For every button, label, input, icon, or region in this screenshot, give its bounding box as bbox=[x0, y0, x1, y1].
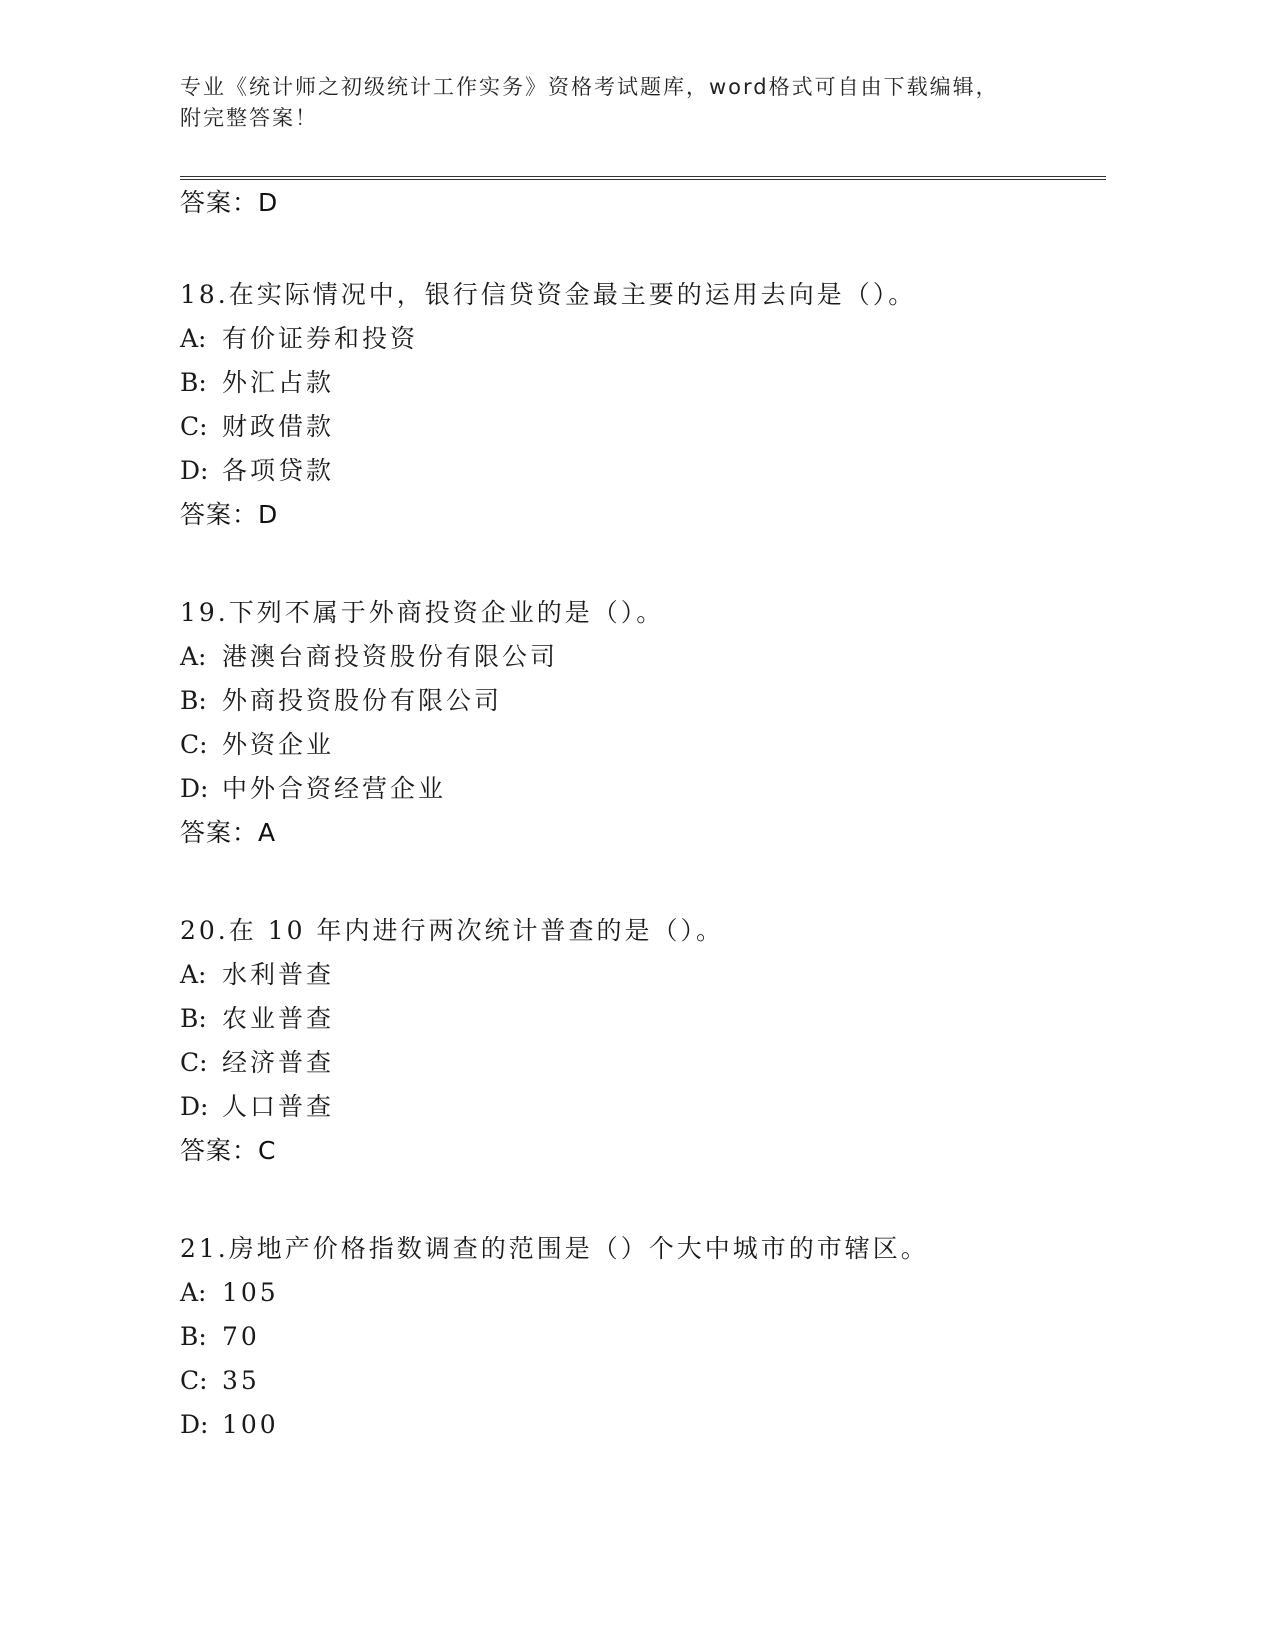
option-text: 有价证券和投资 bbox=[222, 324, 419, 353]
question-21 bbox=[180, 1227, 1106, 1447]
option-letter: D: bbox=[180, 1410, 209, 1439]
option-text: 35 bbox=[222, 1366, 260, 1395]
option-d bbox=[180, 767, 1106, 811]
answer-line: 答案：C bbox=[180, 1136, 277, 1165]
header-line-2: 附完整答案！ bbox=[180, 106, 318, 130]
question-20 bbox=[180, 909, 1106, 1173]
option-letter: A: bbox=[180, 960, 207, 989]
option-text: 经济普查 bbox=[222, 1048, 335, 1077]
option-d bbox=[180, 1403, 1106, 1447]
option-d bbox=[180, 1085, 1106, 1129]
question-stem: 21.房地产价格指数调查的范围是（）个大中城市的市辖区。 bbox=[180, 1234, 929, 1263]
option-a bbox=[180, 1271, 1106, 1315]
question-stem: 18.在实际情况中，银行信贷资金最主要的运用去向是（）。 bbox=[180, 280, 917, 309]
option-text: 水利普查 bbox=[222, 960, 335, 989]
option-letter: B: bbox=[180, 686, 207, 715]
option-text: 港澳台商投资股份有限公司 bbox=[222, 642, 559, 671]
option-c bbox=[180, 1041, 1106, 1085]
option-letter: D: bbox=[180, 1092, 209, 1121]
question-stem: 19.下列不属于外商投资企业的是（）。 bbox=[180, 598, 665, 627]
option-text: 100 bbox=[222, 1410, 279, 1439]
option-letter: A: bbox=[180, 642, 207, 671]
option-a bbox=[180, 317, 1106, 361]
option-c bbox=[180, 723, 1106, 767]
option-text: 外商投资股份有限公司 bbox=[222, 686, 503, 715]
option-a bbox=[180, 953, 1106, 997]
option-text: 中外合资经营企业 bbox=[222, 774, 447, 803]
option-b bbox=[180, 361, 1106, 405]
option-text: 各项贷款 bbox=[222, 456, 335, 485]
answer-line: 答案：D bbox=[180, 188, 279, 217]
option-text: 农业普查 bbox=[222, 1004, 335, 1033]
option-text: 105 bbox=[222, 1278, 279, 1307]
header-line-1: 专业《统计师之初级统计工作实务》资格考试题库，word格式可自由下载编辑， bbox=[180, 75, 999, 99]
option-letter: D: bbox=[180, 456, 209, 485]
option-letter: B: bbox=[180, 368, 207, 397]
answer-line: 答案：A bbox=[180, 818, 277, 847]
option-letter: B: bbox=[180, 1322, 207, 1351]
option-letter: A: bbox=[180, 324, 207, 353]
option-text: 人口普查 bbox=[222, 1092, 335, 1121]
document-header bbox=[180, 72, 1060, 134]
question-19 bbox=[180, 591, 1106, 855]
option-text: 外汇占款 bbox=[222, 368, 335, 397]
option-b bbox=[180, 679, 1106, 723]
option-b bbox=[180, 997, 1106, 1041]
option-text: 70 bbox=[222, 1322, 260, 1351]
option-text: 财政借款 bbox=[222, 412, 335, 441]
option-letter: C: bbox=[180, 730, 208, 759]
option-text: 外资企业 bbox=[222, 730, 335, 759]
option-letter: C: bbox=[180, 412, 208, 441]
option-letter: C: bbox=[180, 1048, 208, 1077]
header-divider bbox=[180, 176, 1106, 180]
option-b bbox=[180, 1315, 1106, 1359]
option-letter: C: bbox=[180, 1366, 208, 1395]
option-letter: D: bbox=[180, 774, 209, 803]
option-letter: A: bbox=[180, 1278, 207, 1307]
option-c bbox=[180, 1359, 1106, 1403]
option-c bbox=[180, 405, 1106, 449]
question-list bbox=[180, 186, 1106, 1447]
answer-line: 答案：D bbox=[180, 500, 279, 529]
option-a bbox=[180, 635, 1106, 679]
option-letter: B: bbox=[180, 1004, 207, 1033]
option-d bbox=[180, 449, 1106, 493]
question-stem: 20.在 10 年内进行两次统计普查的是（）。 bbox=[180, 916, 724, 945]
question-18 bbox=[180, 273, 1106, 537]
